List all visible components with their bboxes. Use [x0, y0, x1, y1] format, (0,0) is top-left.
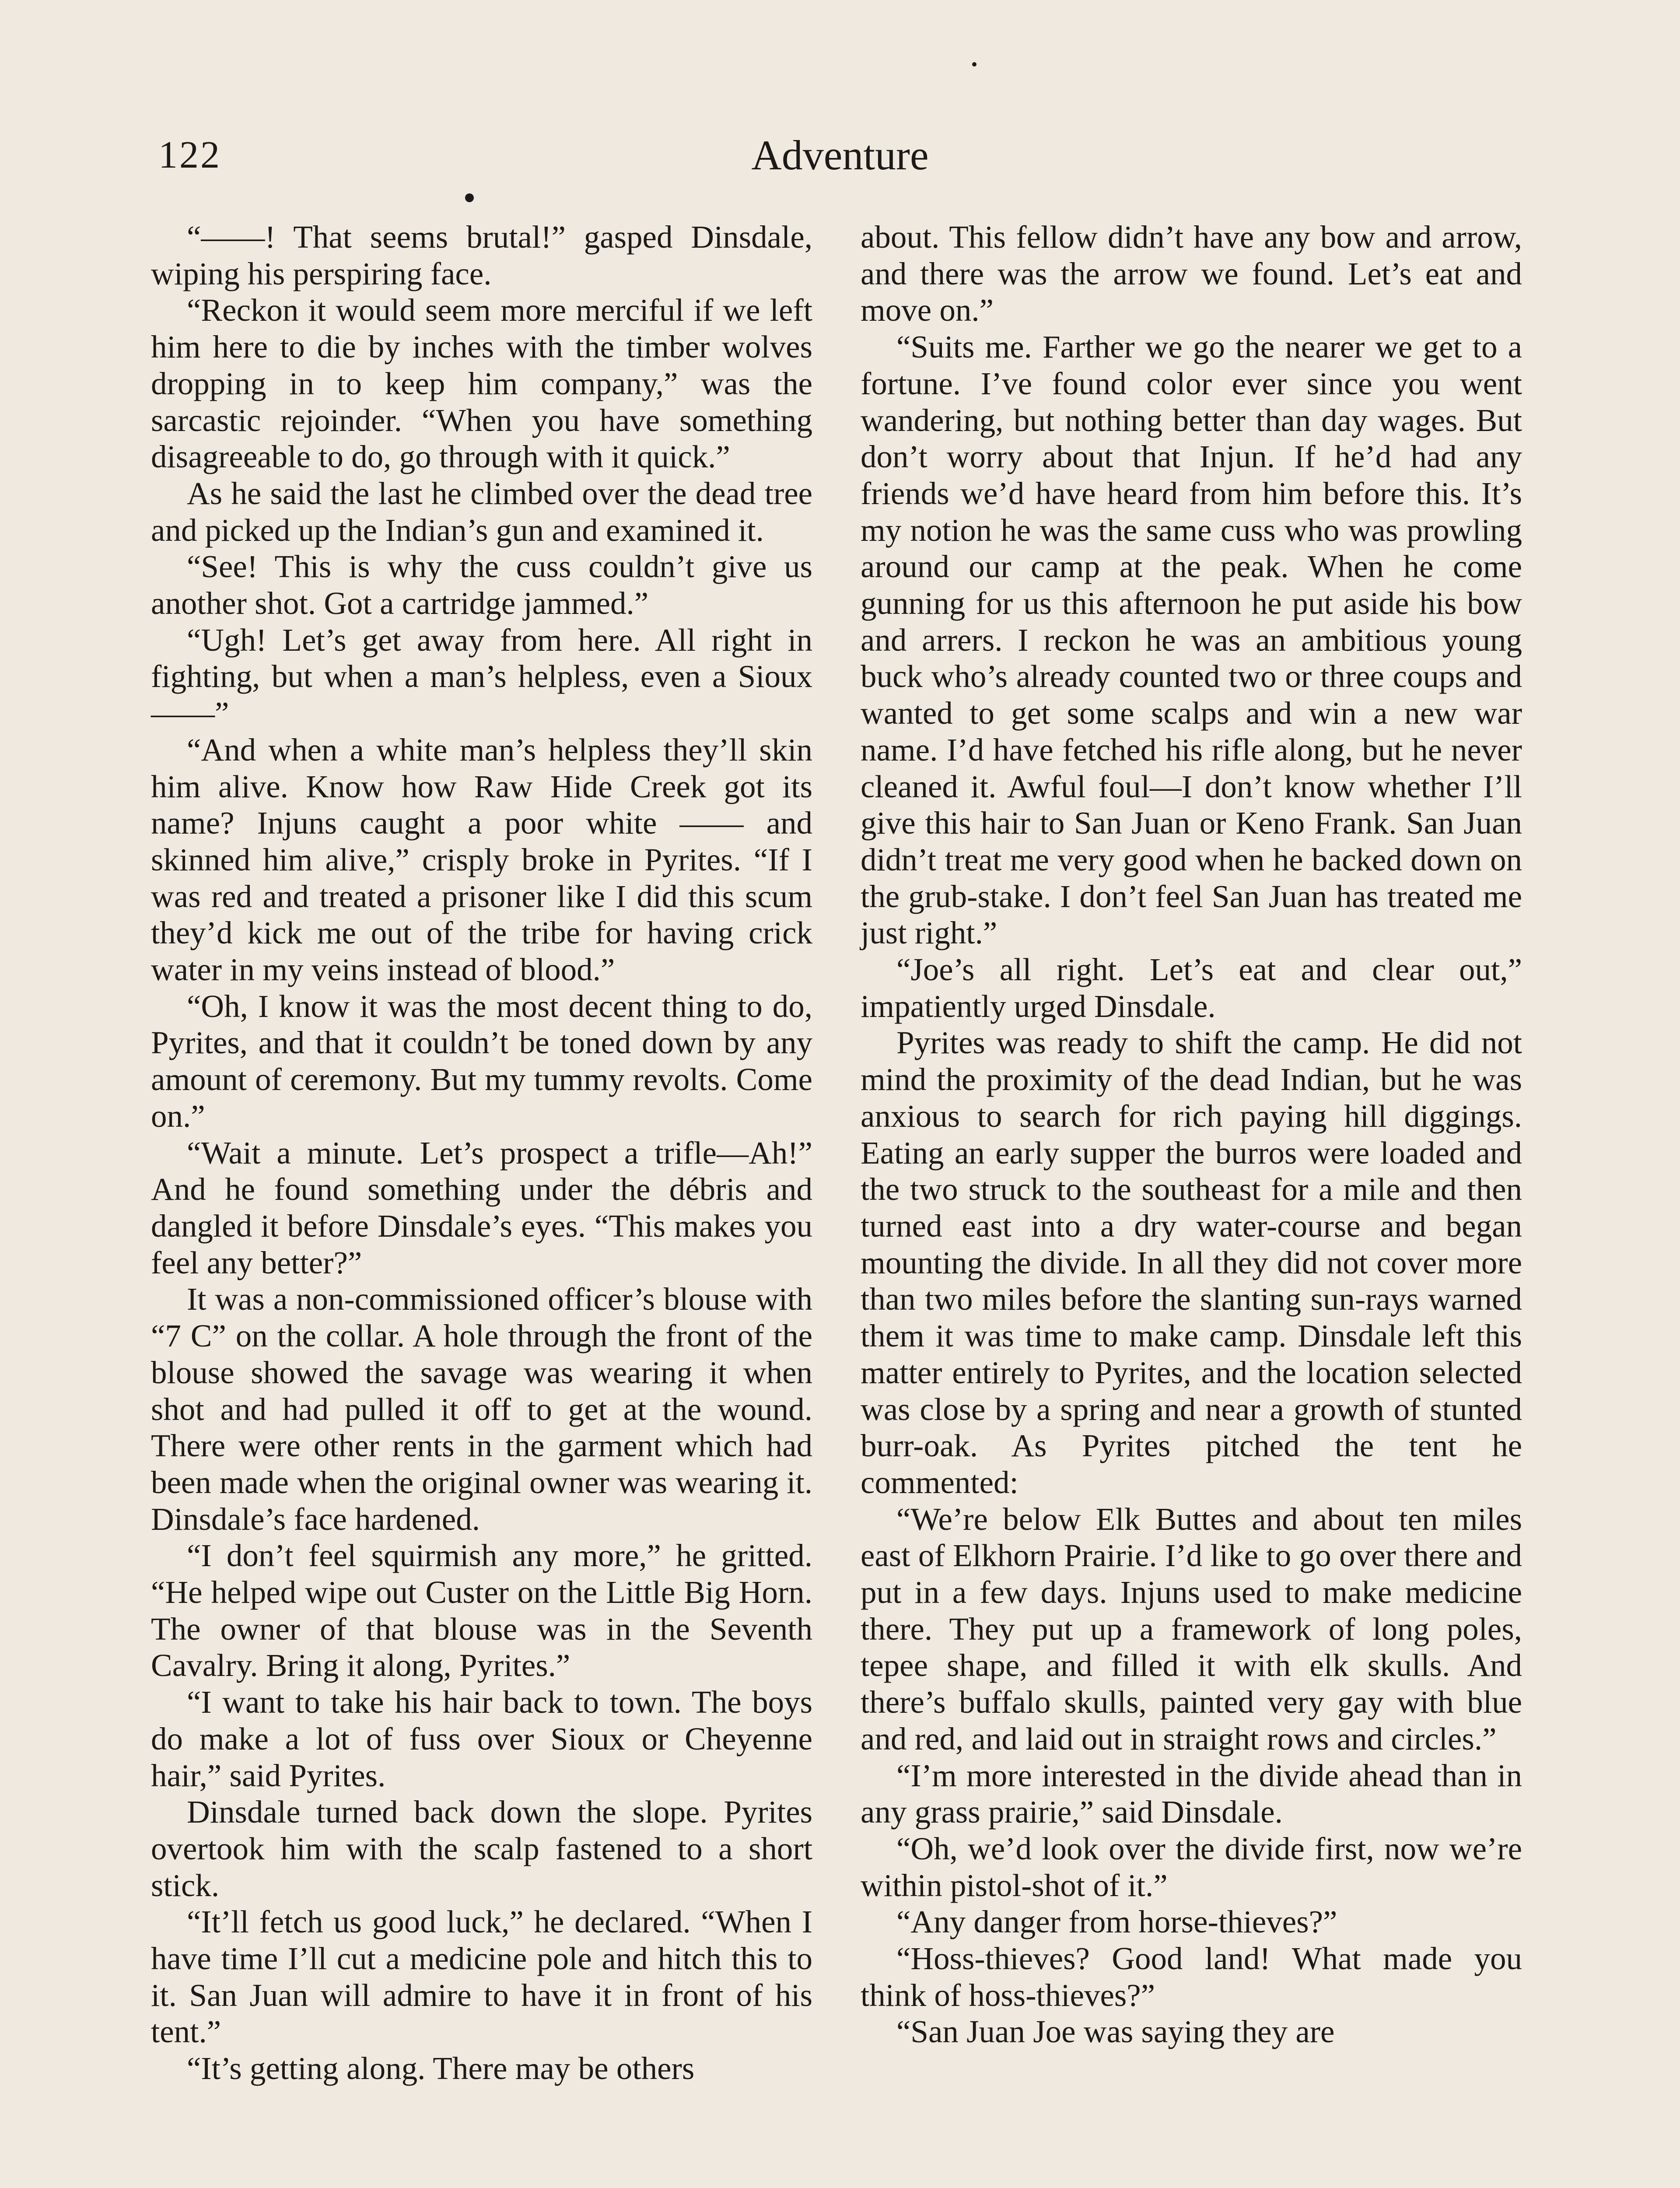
paragraph-continued: about. This fellow didn’t have any bow and arrow, and there was the arrow we found. Let’s eat and move on.”: [861, 219, 1522, 328]
paragraph: “Any danger from horse-thieves?”: [896, 1904, 1337, 1940]
paragraph: “Wait a minute. Let’s prospect a trifle—Ah!” And he found something under the débris and dangled it before Dinsdale’s eyes. “This makes you feel any better?”: [151, 1135, 812, 1280]
paragraph: “Oh, we’d look over the divide first, now we’re within pistol-shot of it.”: [861, 1830, 1522, 1903]
page-number: 122: [158, 134, 221, 176]
paragraph: “See! This is why the cuss couldn’t give us another shot. Got a cartridge jammed.”: [151, 549, 812, 621]
paragraph: “Joe’s all right. Let’s eat and clear out,” impatiently urged Dinsdale.: [861, 952, 1522, 1024]
paragraph: “Oh, I know it was the most decent thing to do, Pyrites, and that it couldn’t be toned down by any amount of ceremony. But my tummy revolts. Come on.”: [151, 988, 812, 1134]
paragraph: “Hoss-thieves? Good land! What made you think of hoss-thieves?”: [861, 1941, 1522, 2013]
paragraph: “It’s getting along. There may be others: [187, 2051, 695, 2086]
running-title: Adventure: [751, 132, 929, 179]
paragraph: “And when a white man’s helpless they’ll skin him alive. Know how Raw Hide Creek got its name? Injuns caught a poor white —— and skinned him alive,” crisply broke in Pyrites. “If I was red and treated a prisoner like I did this scum they’d kick me out of the tribe for having crick water in my veins instead of blood.”: [151, 732, 812, 988]
paragraph: “I’m more interested in the divide ahead than in any grass prairie,” said Dinsdale.: [861, 1757, 1522, 1830]
ink-speck: [972, 62, 976, 67]
paragraph: “I don’t feel squirmish any more,” he gritted. “He helped wipe out Custer on the Little Big Horn. The owner of that blouse was in the Seventh Cavalry. Bring it along, Pyrites.”: [151, 1538, 812, 1683]
page-header: [0, 127, 1680, 188]
left-column: [151, 219, 812, 2188]
right-column: [861, 219, 1522, 2188]
paragraph: “We’re below Elk Buttes and about ten miles east of Elkhorn Prairie. I’d like to go over there and put in a few days. Injuns used to make medicine there. They put up a framework of long poles, tepee shape, and filled it with elk skulls. And there’s buffalo skulls, painted very gay with blue and red, and laid out in straight rows and circles.”: [861, 1501, 1522, 1757]
paragraph: “San Juan Joe was saying they are: [896, 2014, 1335, 2050]
paragraph: It was a non-commissioned officer’s blouse with “7 C” on the collar. A hole through the front of the blouse showed the savage was wearing it when shot and had pulled it off to get at the wound. There were other rents in the garment which had been made when the original owner was wearing it. Dinsdale’s face hardened.: [151, 1281, 812, 1537]
paragraph: “It’ll fetch us good luck,” he declared. “When I have time I’ll cut a medicine pole and hitch this to it. San Juan will admire to have it in front of his tent.”: [151, 1904, 812, 2050]
ink-speck: [465, 193, 474, 202]
paragraph: Pyrites was ready to shift the camp. He did not mind the proximity of the dead Indian, but he was anxious to search for rich paying hill diggings. Eating an early supper the burros were loaded and the two struck to the southeast for a mile and then turned east into a dry water-course and began mounting the divide. In all they did not cover more than two miles before the slanting sun-rays warned them it was time to make camp. Dinsdale left this matter entirely to Pyrites, and the location selected was close by a spring and near a growth of stunted burr-oak. As Pyrites pitched the tent he commented:: [861, 1025, 1522, 1500]
paragraph: “I want to take his hair back to town. The boys do make a lot of fuss over Sioux or Cheyenne hair,” said Pyrites.: [151, 1684, 812, 1793]
paragraph: Dinsdale turned back down the slope. Pyrites overtook him with the scalp fastened to a short stick.: [151, 1794, 812, 1903]
paragraph: “——! That seems brutal!” gasped Dinsdale, wiping his perspiring face.: [151, 219, 812, 291]
paragraph: As he said the last he climbed over the dead tree and picked up the Indian’s gun and examined it.: [151, 475, 812, 548]
paragraph: “Reckon it would seem more merciful if we left him here to die by inches with the timber wolves dropping in to keep him company,” was the sarcastic rejoinder. “When you have something disagreeable to do, go through with it quick.”: [151, 292, 812, 475]
paragraph: “Suits me. Farther we go the nearer we get to a fortune. I’ve found color ever since you went wandering, but nothing better than day wages. But don’t worry about that Injun. If he’d had any friends we’d have heard from him before this. It’s my notion he was the same cuss who was prowling around our camp at the peak. When he come gunning for us this afternoon he put aside his bow and arrers. I reckon he was an ambitious young buck who’s already counted two or three coups and wanted to get some scalps and win a new war name. I’d have fetched his rifle along, but he never cleaned it. Awful foul—I don’t know whether I’ll give this hair to San Juan or Keno Frank. San Juan didn’t treat me very good when he backed down on the grub-stake. I don’t feel San Juan has treated me just right.”: [861, 329, 1522, 951]
paragraph: “Ugh! Let’s get away from here. All right in fighting, but when a man’s helpless, even a Sioux——”: [151, 622, 812, 731]
